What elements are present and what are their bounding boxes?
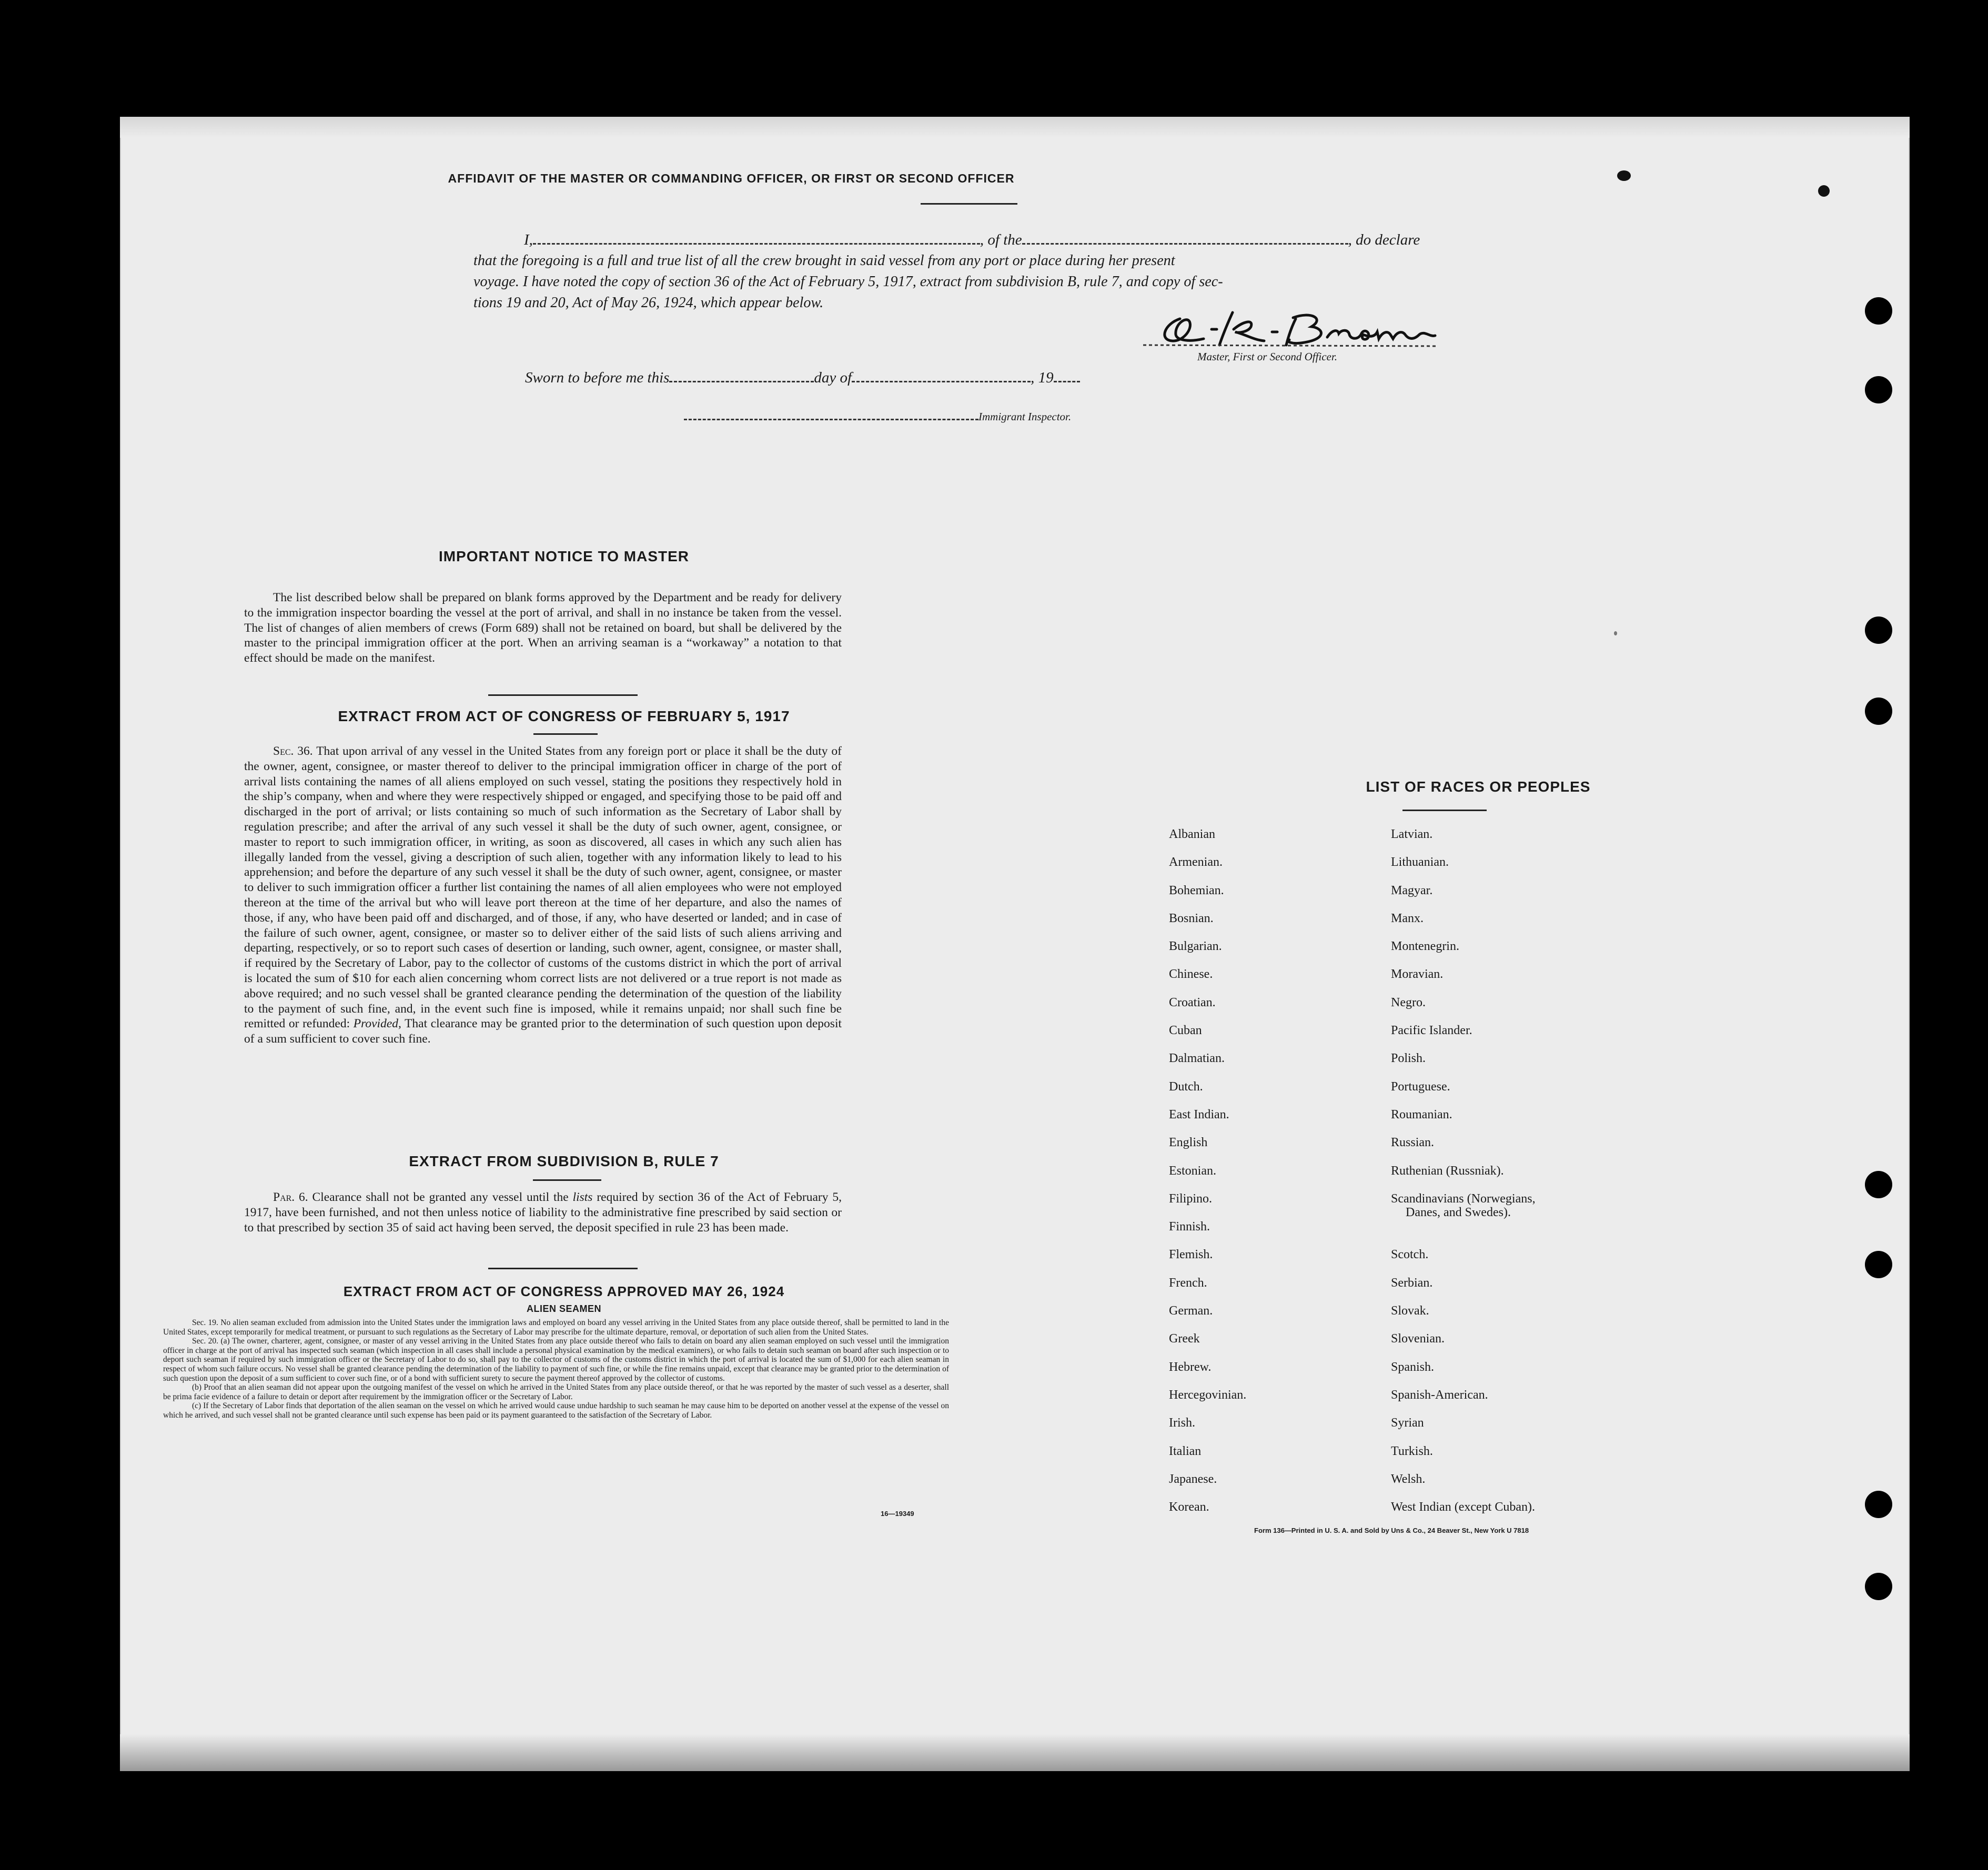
affidavit-do-declare: , do declare bbox=[1348, 231, 1420, 248]
races-rule bbox=[1402, 810, 1487, 811]
race-item: Finnish. bbox=[1169, 1220, 1210, 1234]
race-item: Japanese. bbox=[1169, 1472, 1217, 1486]
inspector-signature-field[interactable] bbox=[684, 407, 978, 420]
race-item: Scotch. bbox=[1391, 1248, 1429, 1262]
inspector-line bbox=[684, 405, 1071, 427]
race-item: Pacific Islander. bbox=[1391, 1024, 1472, 1038]
races-left-column bbox=[1169, 821, 1246, 1521]
race-item: Slovenian. bbox=[1391, 1332, 1445, 1346]
race-item: Ruthenian (Russniak). bbox=[1391, 1164, 1504, 1178]
race-item: Danes, and Swedes). bbox=[1406, 1205, 1511, 1219]
race-item: Moravian. bbox=[1391, 967, 1444, 982]
signature-caption: Master, First or Second Officer. bbox=[1197, 350, 1337, 363]
race-item: Magyar. bbox=[1391, 883, 1433, 897]
sec36-paragraph bbox=[244, 744, 842, 1047]
bottom-shadow bbox=[120, 1734, 1910, 1771]
affidavit-i: I, bbox=[524, 231, 533, 248]
race-item: Russian. bbox=[1391, 1136, 1435, 1150]
race-item: English bbox=[1169, 1136, 1208, 1150]
race-item: Portuguese. bbox=[1391, 1079, 1450, 1094]
race-item: Bulgarian. bbox=[1169, 939, 1222, 954]
race-item: Montenegrin. bbox=[1391, 939, 1459, 954]
race-item: Latvian. bbox=[1391, 827, 1433, 841]
race-item: Cuban bbox=[1169, 1024, 1202, 1038]
race-item: Welsh. bbox=[1391, 1472, 1426, 1486]
rule7-body bbox=[244, 1190, 842, 1235]
race-item: Filipino. bbox=[1169, 1191, 1213, 1206]
punch-hole bbox=[1865, 1171, 1892, 1198]
race-item: Syrian bbox=[1391, 1416, 1424, 1430]
affidavit-title: AFFIDAVIT OF THE MASTER OR COMMANDING OFFICER, OR FIRST OR SECOND OFFICER bbox=[448, 171, 1015, 185]
top-shadow bbox=[120, 117, 1910, 138]
vessel-name-field[interactable] bbox=[1022, 231, 1348, 245]
inspector-caption: Immigrant Inspector. bbox=[978, 410, 1072, 423]
affidavit-line-1 bbox=[524, 229, 1420, 250]
par6-label: Par. 6. bbox=[273, 1190, 308, 1204]
rule7-text-1: Clearance shall not be granted any vessel until the bbox=[312, 1190, 569, 1204]
form-printer-note: Form 136—Printed in U. S. A. and Sold by Uns & Co., 24 Beaver St., New York U 7818 bbox=[1254, 1527, 1529, 1534]
race-item: Chinese. bbox=[1169, 967, 1213, 982]
affidavit-line-3: voyage. I have noted the copy of section 36 of the Act of February 5, 1917, extract from subdivision B, rule 7, and copy of sec- bbox=[473, 274, 1223, 290]
race-item: Croatian. bbox=[1169, 995, 1216, 1009]
race-item: Flemish. bbox=[1169, 1248, 1213, 1262]
rule7-text-2: required by section 36 of the Act of February 5, 1917, have been furnished, and not then unless notice of liability to the administrative fine prescribed by said section or to that prescribed by section 35 of said act having been served, the deposit specified in rule 23 has been made. bbox=[244, 1190, 842, 1235]
notice-rule bbox=[488, 694, 638, 696]
affidavit-line-4: tions 19 and 20, Act of May 26, 1924, which appear below. bbox=[473, 295, 824, 311]
punch-hole bbox=[1865, 1573, 1892, 1600]
sworn-month-field[interactable] bbox=[852, 369, 1031, 382]
race-item: Dutch. bbox=[1169, 1079, 1203, 1094]
race-item: Armenian. bbox=[1169, 855, 1223, 870]
race-item: Polish. bbox=[1391, 1052, 1426, 1066]
form-code: 16—19349 bbox=[881, 1510, 914, 1518]
race-item: French. bbox=[1169, 1276, 1207, 1290]
punch-hole bbox=[1865, 297, 1892, 325]
sec36-provided: Provided, bbox=[353, 1017, 401, 1031]
sec19-paragraph: Sec. 19. No alien seaman excluded from admission into the United States under the immigration laws and employed on board any vessel arriving in the United States from any place outside thereof, shall be permitted to land in the United States, except temporarily for medical treatment, or pursuant to such regulations as the Secretary of Labor may prescribe for the ultimate departure, removal, or deportation of such alien from the United States. bbox=[163, 1318, 949, 1337]
races-title: LIST OF RACES OR PEOPLES bbox=[1366, 779, 1591, 795]
extract-1924-title: EXTRACT FROM ACT OF CONGRESS APPROVED MAY 26, 1924 bbox=[343, 1283, 785, 1299]
extract-1917-body bbox=[244, 744, 842, 1047]
sworn-prefix: Sworn to before me this bbox=[525, 369, 670, 386]
race-item: Negro. bbox=[1391, 995, 1426, 1009]
race-item: Bosnian. bbox=[1169, 911, 1214, 925]
punch-hole bbox=[1865, 1491, 1892, 1518]
extract-1917-title: EXTRACT FROM ACT OF CONGRESS OF FEBRUARY 5, 1917 bbox=[338, 708, 790, 724]
sec36-text-1: That upon arrival of any vessel in the United States from any foreign port or place it shall be the duty of the owner, agent, consignee, or master thereof to deliver to the principal immigration officer in charge of the port of arrival lists containing the names of all aliens employed on such vessel, stating the positions they respectively hold in the ship’s company, when and where they were respectively shipped or engaged, and specifying those to be paid off and discharged in the port of arrival; or lists containing so much of such information as the Secretary of Labor shall by regulation prescribe; and after the arrival of any such vessel it shall be the duty of such owner, agent, consignee, or master to report to such immigration officer, in writing, as soon as discovered, all cases in which any such alien has illegally landed from the vessel, giving a description of such alien, together with any information likely to lead to his apprehension; and before the departure of any such vessel it shall be the duty of such owner, agent, consignee, or master to deliver to such immigration officer a further list containing the names of all alien employees who were not employed thereon at the time of the arrival but who will leave port thereon at the time of her departure, and also the names of those, if any, who have been paid off and discharged, and of those, if any, who have deserted or landed; and in case of the failure of such owner, agent, consignee, or master so to deliver either of the said lists of such aliens arriving and departing, respectively, or so to report such cases of desertion or landing, such owner, agent, consignee, or master shall, if required by the Secretary of Labor, pay to the collector of customs of the customs district in which the port of arrival is located the sum of $10 for each alien concerning whom correct lists are not delivered or a true report is not made as above required; and no such vessel shall be granted clearance pending the determination of the question of the liability to the payment of such fine, and, in the event such fine is imposed, while it remains unpaid; nor shall such fine be remitted or refunded: bbox=[244, 744, 842, 1031]
sworn-year-field[interactable] bbox=[1054, 369, 1080, 382]
race-item: Hercegovinian. bbox=[1169, 1388, 1247, 1402]
speck bbox=[1617, 170, 1631, 181]
sworn-year: , 19 bbox=[1031, 369, 1054, 386]
extract-1924-body bbox=[163, 1318, 949, 1420]
document-sheet bbox=[120, 117, 1910, 1771]
race-item: Manx. bbox=[1391, 911, 1424, 925]
race-item: Spanish-American. bbox=[1391, 1388, 1488, 1402]
race-item: Korean. bbox=[1169, 1500, 1209, 1514]
sworn-day-of: day of bbox=[814, 369, 852, 386]
extract-1924-subtitle: ALIEN SEAMEN bbox=[526, 1303, 601, 1314]
affidavit-line-2: that the foregoing is a full and true list of all the crew brought in said vessel from any port or place during her present bbox=[473, 252, 1175, 269]
rule7-paragraph bbox=[244, 1190, 842, 1235]
sec36-text-2: That clearance may be granted prior to the determination of such question upon deposit of a sum sufficient to cover such fine. bbox=[244, 1017, 842, 1046]
extract-1917-rule bbox=[533, 733, 598, 735]
rule7-end-rule bbox=[488, 1268, 638, 1269]
sworn-line bbox=[525, 367, 1080, 388]
speck bbox=[1818, 185, 1830, 197]
race-item: East Indian. bbox=[1169, 1107, 1229, 1121]
affidavit-title-rule bbox=[921, 203, 1017, 205]
race-item: Greek bbox=[1169, 1332, 1200, 1346]
speck bbox=[1614, 631, 1617, 635]
race-item: Scandinavians (Norwegians, bbox=[1391, 1191, 1536, 1206]
race-item: Estonian. bbox=[1169, 1164, 1216, 1178]
race-item: West Indian (except Cuban). bbox=[1391, 1500, 1535, 1514]
race-item: Hebrew. bbox=[1169, 1360, 1212, 1374]
race-item: Irish. bbox=[1169, 1416, 1195, 1430]
notice-paragraph: The list described below shall be prepared on blank forms approved by the Department and be ready for delivery to the immigration inspector boarding the vessel at the port of arrival, and shall in no instance be taken from the vessel. The list of changes of alien members of crews (Form 689) shall not be retained on board, but shall be delivered by the master to the principal immigration officer at the port. When an arriving seaman is a “workaway” a notation to that effect should be made on the manifest. bbox=[244, 591, 842, 665]
race-item: Albanian bbox=[1169, 827, 1215, 841]
race-item: German. bbox=[1169, 1304, 1213, 1318]
notice-title: IMPORTANT NOTICE TO MASTER bbox=[438, 548, 690, 564]
master-name-field[interactable] bbox=[533, 231, 980, 245]
race-item: Bohemian. bbox=[1169, 883, 1224, 897]
rule7-rule bbox=[533, 1179, 601, 1181]
race-item: Italian bbox=[1169, 1444, 1202, 1458]
race-item: Lithuanian. bbox=[1391, 855, 1449, 870]
rule7-title: EXTRACT FROM SUBDIVISION B, RULE 7 bbox=[409, 1153, 719, 1169]
sec20a-paragraph: Sec. 20. (a) The owner, charterer, agent, consignee, or master of any vessel arriving in the United States from any place outside thereof who fails to detain on board any alien seaman employed on such vessel until the immigration officer in charge at the port of arrival has inspected such seaman (which inspection in all cases shall include a personal physical examination by the medical examiners), or who fails to detain such seaman on board after such inspection or to deport such seaman if required by such immigration officer or the Secretary of Labor to do so, shall pay to the collector of customs of the customs district in which the port of arrival is located the sum of $1,000 for each alien seaman in respect of whom such failure occurs. No vessel shall be granted clearance pending the determination of the liability to payment of such fine, or while the fine remains unpaid, except that clearance may be granted prior to the determination of such question upon the deposit of a sum sufficient to cover such fine, or of a bond with sufficient surety to secure the payment thereof approved by the collector of customs. bbox=[163, 1337, 949, 1383]
affidavit-of-the: , of the bbox=[980, 231, 1022, 248]
punch-hole bbox=[1865, 698, 1892, 725]
race-item: Spanish. bbox=[1391, 1360, 1435, 1374]
race-item: Serbian. bbox=[1391, 1276, 1433, 1290]
punch-hole bbox=[1865, 1251, 1892, 1278]
notice-body bbox=[244, 590, 842, 666]
race-item: Turkish. bbox=[1391, 1444, 1433, 1458]
rule7-lists: lists bbox=[572, 1190, 593, 1204]
race-item: Slovak. bbox=[1391, 1304, 1429, 1318]
punch-hole bbox=[1865, 616, 1892, 644]
sec20c-paragraph: (c) If the Secretary of Labor finds that deportation of the alien seaman on the vessel on which he arrived would cause undue hardship to such seaman he may cause him to be deported on another vessel at the expense of the vessel on which he arrived, and such vessel shall not be granted clearance until such expense has been paid or its payment guaranteed to the satisfaction of the Secretary of Labor. bbox=[163, 1401, 949, 1420]
races-right-column bbox=[1391, 821, 1536, 1521]
sworn-day-field[interactable] bbox=[669, 369, 814, 382]
punch-hole bbox=[1865, 376, 1892, 403]
race-item: Roumanian. bbox=[1391, 1107, 1452, 1121]
sec20b-paragraph: (b) Proof that an alien seaman did not appear upon the outgoing manifest of the vessel on which he arrived in the United States from any place outside thereof, or that he was reported by the master of such vessel as a deserter, shall be prima facie evidence of a failure to detain or deport after requirement by the immigration officer or the Secretary of Labor. bbox=[163, 1383, 949, 1401]
sec36-label: Sec. 36. bbox=[273, 744, 313, 758]
race-item: Dalmatian. bbox=[1169, 1052, 1225, 1066]
